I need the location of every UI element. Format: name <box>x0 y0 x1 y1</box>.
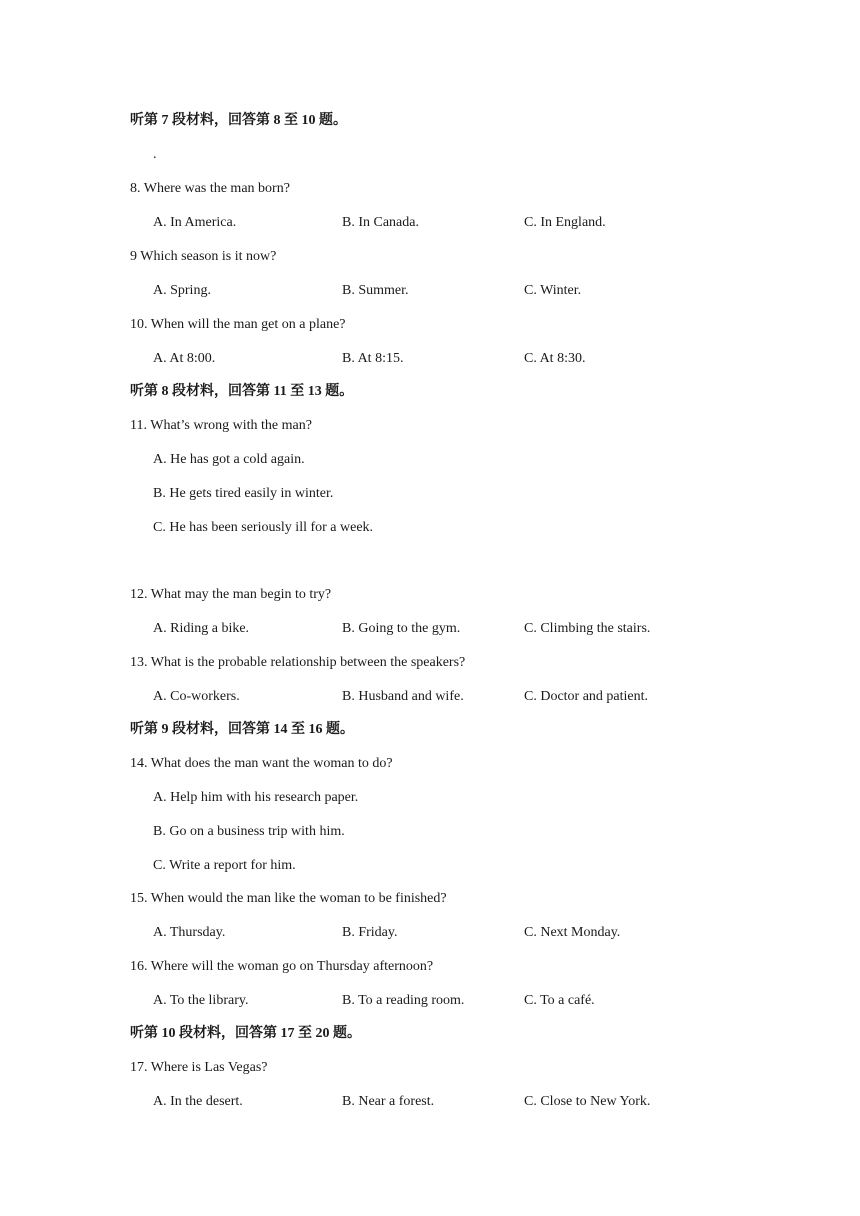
section-heading-10: 听第 10 段材料，回答第 17 至 20 题。 <box>130 1026 361 1041</box>
q13-option-b: B. Husband and wife. <box>342 689 464 704</box>
q10-option-c: C. At 8:30. <box>524 351 586 366</box>
question-11: 11. What’s wrong with the man? <box>130 418 312 433</box>
q17-option-c: C. Close to New York. <box>524 1094 651 1109</box>
q9-option-b: B. Summer. <box>342 283 409 298</box>
q11-option-b: B. He gets tired easily in winter. <box>153 486 334 501</box>
question-13: 13. What is the probable relationship between the speakers? <box>130 655 466 670</box>
question-15: 15. When would the man like the woman to be finished? <box>130 891 447 906</box>
q12-option-c: C. Climbing the stairs. <box>524 621 651 636</box>
q15-option-a: A. Thursday. <box>153 925 226 940</box>
q8-option-a: A. In America. <box>153 215 237 230</box>
q9-option-c: C. Winter. <box>524 283 582 298</box>
question-8: 8. Where was the man born? <box>130 181 290 196</box>
q11-option-a: A. He has got a cold again. <box>153 452 305 467</box>
q10-option-a: A. At 8:00. <box>153 351 216 366</box>
q13-option-c: C. Doctor and patient. <box>524 689 649 704</box>
q14-option-b: B. Go on a business trip with him. <box>153 824 345 839</box>
q15-option-c: C. Next Monday. <box>524 925 621 940</box>
q16-option-a: A. To the library. <box>153 993 249 1008</box>
question-10: 10. When will the man get on a plane? <box>130 317 346 332</box>
q8-option-b: B. In Canada. <box>342 215 419 230</box>
section-heading-7: 听第 7 段材料，回答第 8 至 10 题。 <box>130 113 347 128</box>
q11-option-c: C. He has been seriously ill for a week. <box>153 520 374 535</box>
question-9: 9 Which season is it now? <box>130 249 277 264</box>
q17-option-a: A. In the desert. <box>153 1094 243 1109</box>
q13-option-a: A. Co-workers. <box>153 689 240 704</box>
question-12: 12. What may the man begin to try? <box>130 587 332 602</box>
question-16: 16. Where will the woman go on Thursday afternoon? <box>130 959 434 974</box>
section-heading-9: 听第 9 段材料，回答第 14 至 16 题。 <box>130 722 354 737</box>
q14-option-a: A. Help him with his research paper. <box>153 790 359 805</box>
q8-option-c: C. In England. <box>524 215 606 230</box>
q16-option-c: C. To a café. <box>524 993 595 1008</box>
q12-option-a: A. Riding a bike. <box>153 621 250 636</box>
q16-option-b: B. To a reading room. <box>342 993 465 1008</box>
q12-option-b: B. Going to the gym. <box>342 621 461 636</box>
q15-option-b: B. Friday. <box>342 925 398 940</box>
q9-option-a: A. Spring. <box>153 283 211 298</box>
question-14: 14. What does the man want the woman to do? <box>130 756 393 771</box>
question-17: 17. Where is Las Vegas? <box>130 1060 268 1075</box>
q17-option-b: B. Near a forest. <box>342 1094 435 1109</box>
q14-option-c: C. Write a report for him. <box>153 858 296 873</box>
dot-marker: . <box>153 147 157 162</box>
section-heading-8: 听第 8 段材料，回答第 11 至 13 题。 <box>130 384 354 399</box>
q10-option-b: B. At 8:15. <box>342 351 404 366</box>
